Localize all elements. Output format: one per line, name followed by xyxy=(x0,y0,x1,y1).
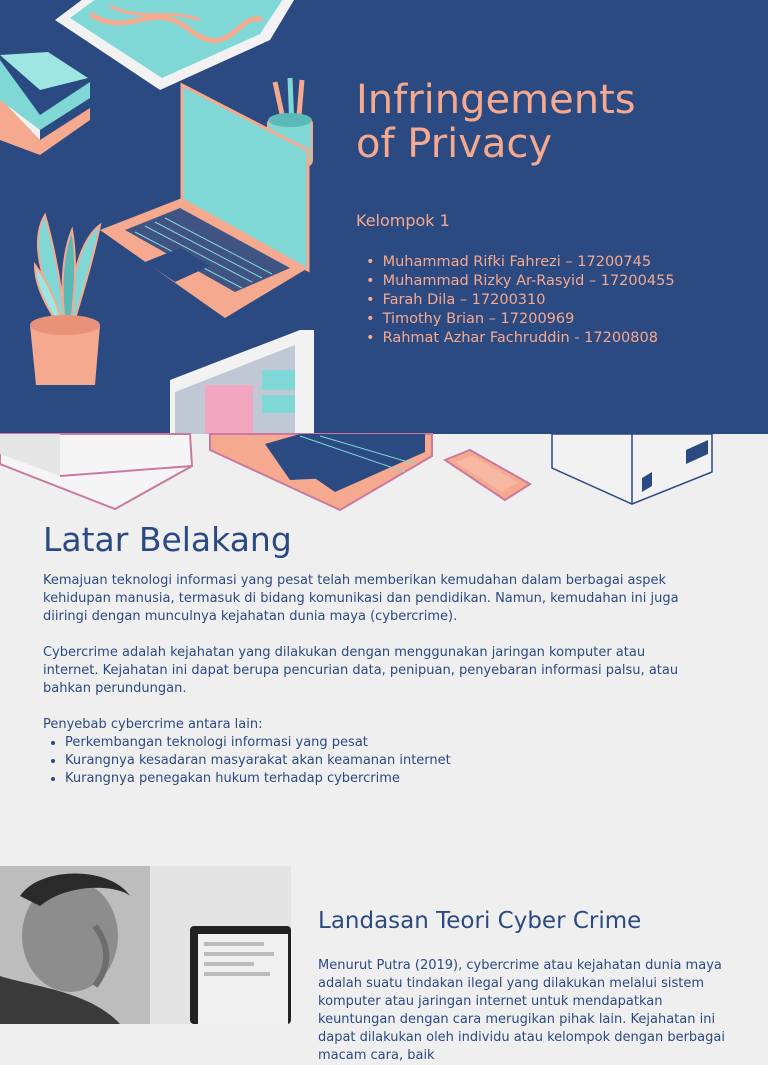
cause-item: • Kurangnya kesadaran masyarakat akan keamanan internet xyxy=(65,752,683,770)
member-item: • Muhammad Rizky Ar-Rasyid – 17200455 xyxy=(366,272,675,291)
group-label: Kelompok 1 xyxy=(356,211,450,230)
desk-items-illustration xyxy=(0,434,768,514)
theory-paragraph: Menurut Putra (2019), cybercrime atau kejahatan dunia maya adalah suatu tindakan ilegal yang dilakukan melalui sistem komputer atau jaringan internet untuk mendapatkan keuntungan dengan cara merugikan pihak lain. Kejahatan ini dapat dilakukan oleh individu atau kelompok dengan berbagai macam cara, baik xyxy=(318,958,725,1063)
background-heading: Latar Belakang xyxy=(43,520,292,559)
member-item: • Timothy Brian – 17200969 xyxy=(366,310,675,329)
theory-heading: Landasan Teori Cyber Crime xyxy=(318,908,642,934)
person-at-computer-photo xyxy=(0,866,291,1024)
causes-list xyxy=(43,734,683,788)
background-body xyxy=(43,572,683,788)
map-illustration xyxy=(55,0,300,90)
background-paragraph-2: Cybercrime adalah kejahatan yang dilakukan dengan menggunakan jaringan komputer atau internet. Kejahatan ini dapat berupa pencurian data, penipuan, penyebaran informasi palsu, atau bahkan perundungan. xyxy=(43,645,679,696)
title-line-2: of Privacy xyxy=(356,121,553,167)
monitor-illustration xyxy=(170,330,314,434)
illustration-strip xyxy=(0,434,768,514)
member-item: • Farah Dila – 17200310 xyxy=(366,291,675,310)
plant-illustration xyxy=(30,215,100,385)
cause-item: • Perkembangan teknologi informasi yang pesat xyxy=(65,734,683,752)
member-item: • Rahmat Azhar Fachruddin - 17200808 xyxy=(366,329,675,348)
title-line-1: Infringements xyxy=(356,77,636,123)
books-illustration xyxy=(0,52,90,155)
cause-item: • Kurangnya penegakan hukum terhadap cybercrime xyxy=(65,770,683,788)
background-section xyxy=(0,514,768,864)
member-item: • Muhammad Rifki Fahrezi – 17200745 xyxy=(366,253,675,272)
presentation-title xyxy=(356,78,756,166)
causes-intro: Penyebab cybercrime antara lain: xyxy=(43,717,263,732)
workspace-illustration xyxy=(0,0,330,434)
background-paragraph-1: Kemajuan teknologi informasi yang pesat telah memberikan kemudahan dalam berbagai aspek kehidupan manusia, termasuk di bidang komunikasi dan pendidikan. Namun, kemudahan ini juga diiringi dengan munculnya kejahatan dunia maya (cybercrime). xyxy=(43,573,679,624)
member-list xyxy=(366,253,675,348)
cover-slide xyxy=(0,0,768,434)
theory-section xyxy=(0,866,768,1063)
